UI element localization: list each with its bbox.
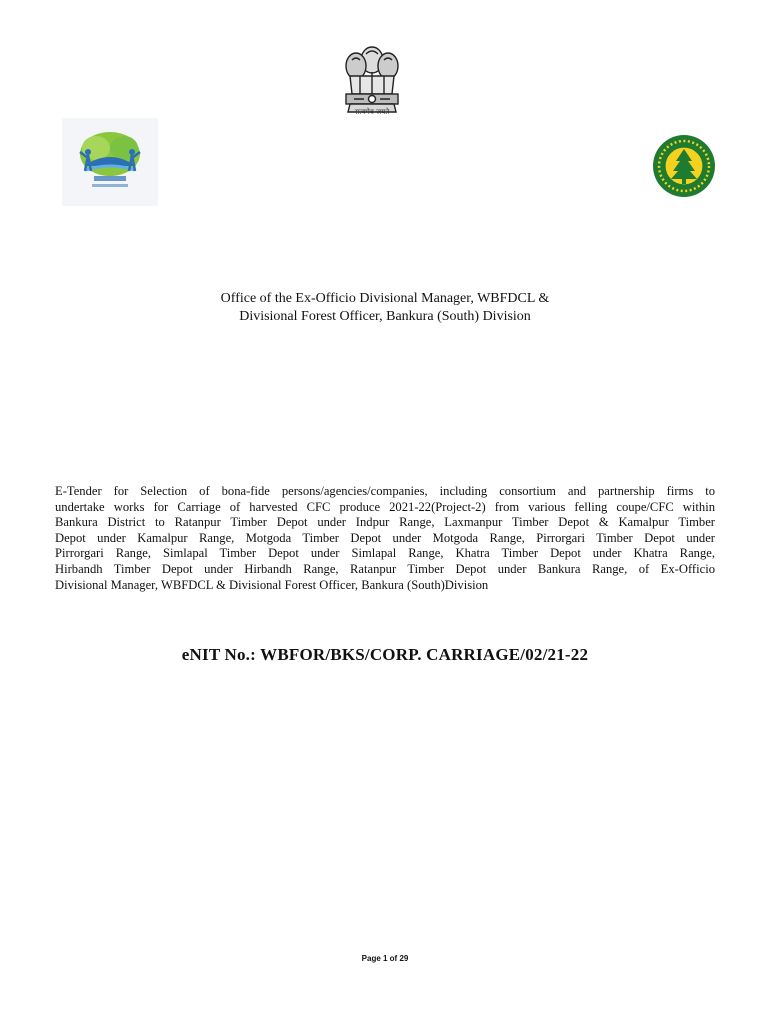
office-line-2: Divisional Forest Officer, Bankura (South) Division [239, 309, 531, 324]
tender-line: E-Tender for Selection of bona-fide persons/agencies/companies, including consortium and partnership firms to [55, 484, 715, 498]
wbfdcl-tree-seal-icon [650, 133, 718, 199]
state-department-logo [62, 118, 158, 206]
state-department-logo-icon [62, 118, 158, 206]
emblem-motto: सत्यमेव जयते [354, 108, 390, 116]
tender-line: Hirbandh Timber Depot under Hirbandh Range, Ratanpur Timber Depot under Bankura Range, of Ex-Officio [55, 561, 715, 576]
tender-line: undertake works for Carriage of harvested CFC produce 2021-22(Project-2) from various felling coupe/CFC within [55, 499, 715, 514]
tender-line: Depot under Kamalpur Range, Motgoda Timber Depot under Motgoda Range, Pirrorgari Timber Depot under [55, 530, 715, 545]
office-line-1: Office of the Ex-Officio Divisional Manager, WBFDCL & [220, 291, 550, 306]
page-number: Page 1 of 29 [361, 954, 409, 963]
tender-description [55, 484, 715, 593]
tender-line: Pirrorgari Range, Simlapal Timber Depot under Simlapal Range, Khatra Timber Depot under Khatra Range, [55, 546, 715, 561]
enit-number: eNIT No.: WBFOR/BKS/CORP. CARRIAGE/02/21-22 [181, 645, 589, 664]
office-heading [100, 290, 670, 326]
tender-line: Bankura District to Ratanpur Timber Depot under Indpur Range, Laxmanpur Timber Depot & Kamalpur Timber [55, 515, 715, 530]
tender-line: Divisional Manager, WBFDCL & Divisional Forest Officer, Bankura (South)Division [55, 577, 489, 592]
